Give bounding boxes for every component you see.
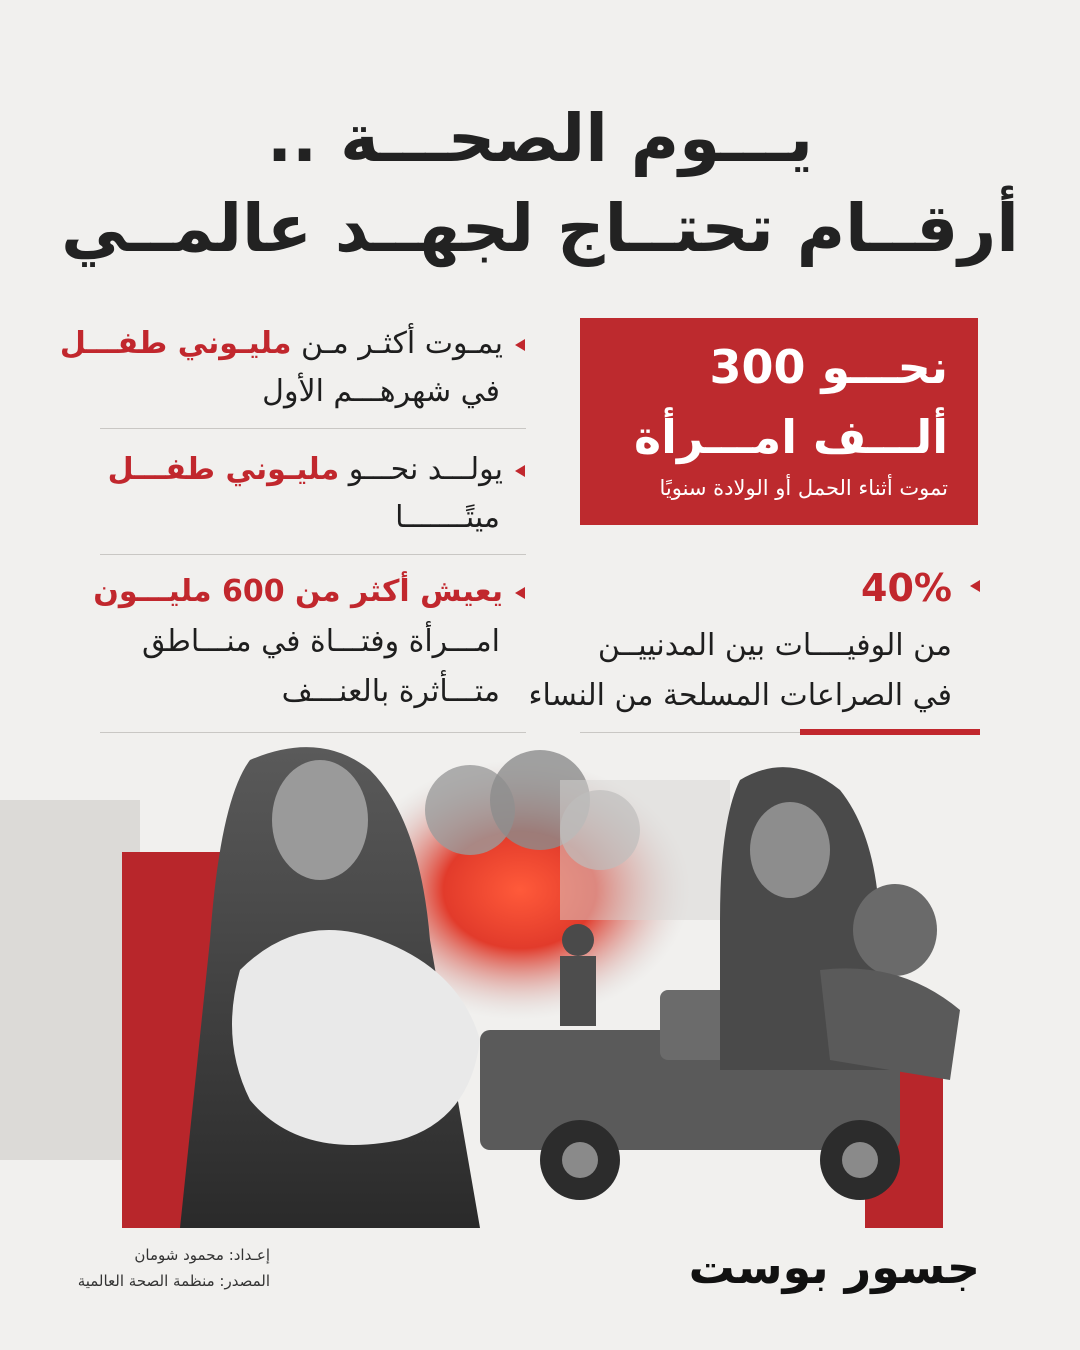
fact-2-line2: ميتًـــــــا [395,500,500,535]
fact-2-highlight: مليـوني طفـــل [107,452,340,487]
fact-1-prefix: يمـوت أكثـر مـن [300,326,503,361]
stat-arrow-icon [964,576,980,596]
highlight-box-line2: ألـــف امـــرأة [634,410,948,464]
fact-1-line1 [60,318,525,370]
fact-2-prefix: يولـــد نحـــو [348,452,503,487]
stat-value: 40% [861,566,952,610]
brand-logo: جسور بوست [688,1240,980,1294]
divider [100,428,526,429]
bullet-arrow-icon [515,587,525,599]
stat-line2: في الصراعات المسلحة من النساء [528,678,952,713]
bullet-arrow-icon [515,465,525,477]
highlight-box-line1: نحـــو 300 [709,340,948,394]
highlight-box [580,318,978,525]
fact-2-line1 [108,444,525,496]
fact-1-line2: في شهرهـــم الأول [262,374,500,409]
highlight-box-caption: تموت أثناء الحمل أو الولادة سنويًا [659,476,948,500]
fact-1-highlight: مليـوني طفـــل [59,326,292,361]
page-title-line2: أرقــام تحتــاج لجهــد عالمــي [61,190,1019,267]
bullet-arrow-icon [515,339,525,351]
divider [100,732,526,733]
page-title-line1: يـــوم الصحـــة .. [266,100,813,177]
collage-illustration [0,740,1080,1230]
author-credit: إعـداد: محمود شومان [134,1246,270,1264]
fact-3-line1 [93,566,525,618]
source-credit: المصدر: منظمة الصحة العالمية [77,1272,270,1290]
fact-3-line3: متـــأثرة بالعنـــف [281,674,500,709]
fact-3-line2: امـــرأة وفتـــاة في منـــاطق [142,624,500,659]
divider [100,554,526,555]
stat-line1: من الوفيــــات بين المدنييــن [597,628,952,663]
fact-3-highlight: يعيش أكثر من 600 مليـــون [93,574,503,609]
photo-collage [0,740,1080,1230]
accent-bar [800,729,980,735]
